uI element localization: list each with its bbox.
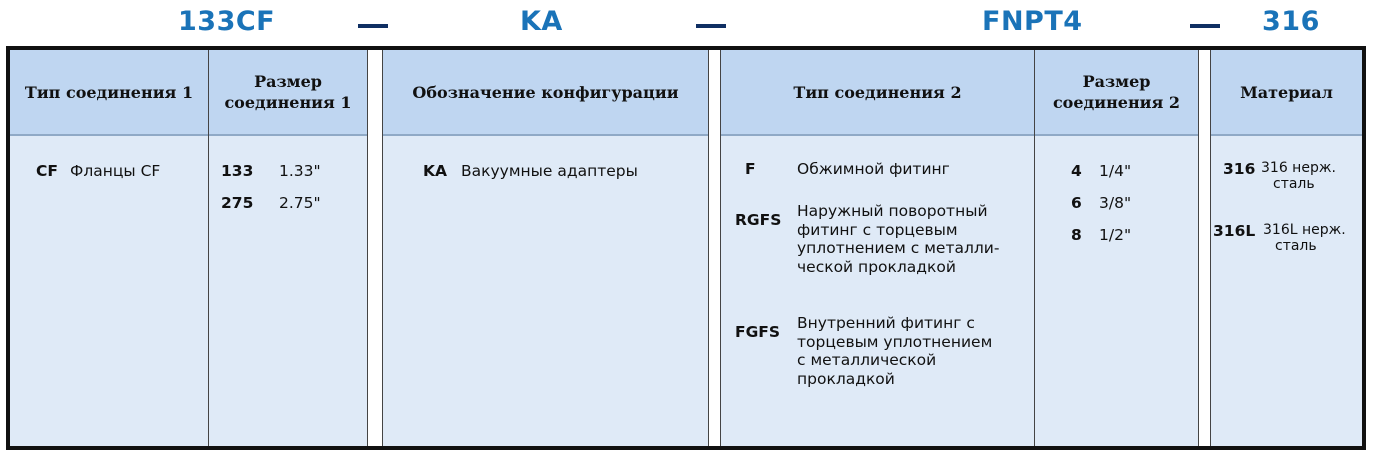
list-item: F Обжимной фитинг	[745, 160, 950, 178]
column-configuration	[383, 50, 708, 446]
code-part-3: FNPT4	[982, 6, 1083, 37]
column-connection-size-1	[209, 50, 367, 446]
code-part-1: 133CF	[178, 6, 276, 37]
header-configuration: Обозначение конфигурации	[383, 50, 708, 136]
list-item: 8 1/2"	[1071, 226, 1132, 244]
list-item: 133 1.33"	[221, 162, 321, 180]
list-item: FGFS Внутренний фитинг с торцевым уплотнением с металлической прокладкой	[735, 314, 993, 388]
code-part-2: KA	[520, 6, 563, 37]
column-material	[1211, 50, 1362, 446]
header-connection-type-2: Тип соединения 2	[721, 50, 1034, 136]
ordering-table	[6, 46, 1366, 450]
header-connection-type-1: Тип соединения 1	[10, 50, 208, 136]
list-item: 6 3/8"	[1071, 194, 1132, 212]
list-item: RGFS Наружный поворотный фитинг с торцевым уплотнением с металли- ческой прокладкой	[735, 202, 1000, 276]
list-item: 316 316 нерж. сталь	[1223, 160, 1336, 192]
list-item: CF Фланцы CF	[36, 162, 161, 180]
column-connection-type-1	[10, 50, 208, 446]
list-item: 275 2.75"	[221, 194, 321, 212]
list-item: 316L 316L нерж. сталь	[1213, 222, 1346, 254]
code-dash	[696, 24, 726, 28]
header-connection-size-2: Размер соединения 2	[1035, 50, 1198, 136]
column-connection-type-2	[721, 50, 1034, 446]
column-connection-size-2	[1035, 50, 1198, 446]
list-item: 4 1/4"	[1071, 162, 1132, 180]
code-dash	[1190, 24, 1220, 28]
code-part-4: 316	[1262, 6, 1320, 37]
header-material: Материал	[1211, 50, 1362, 136]
list-item: KA Вакуумные адаптеры	[423, 162, 638, 180]
header-connection-size-1: Размер соединения 1	[209, 50, 367, 136]
code-dash	[358, 24, 388, 28]
part-number-code	[0, 0, 1378, 44]
